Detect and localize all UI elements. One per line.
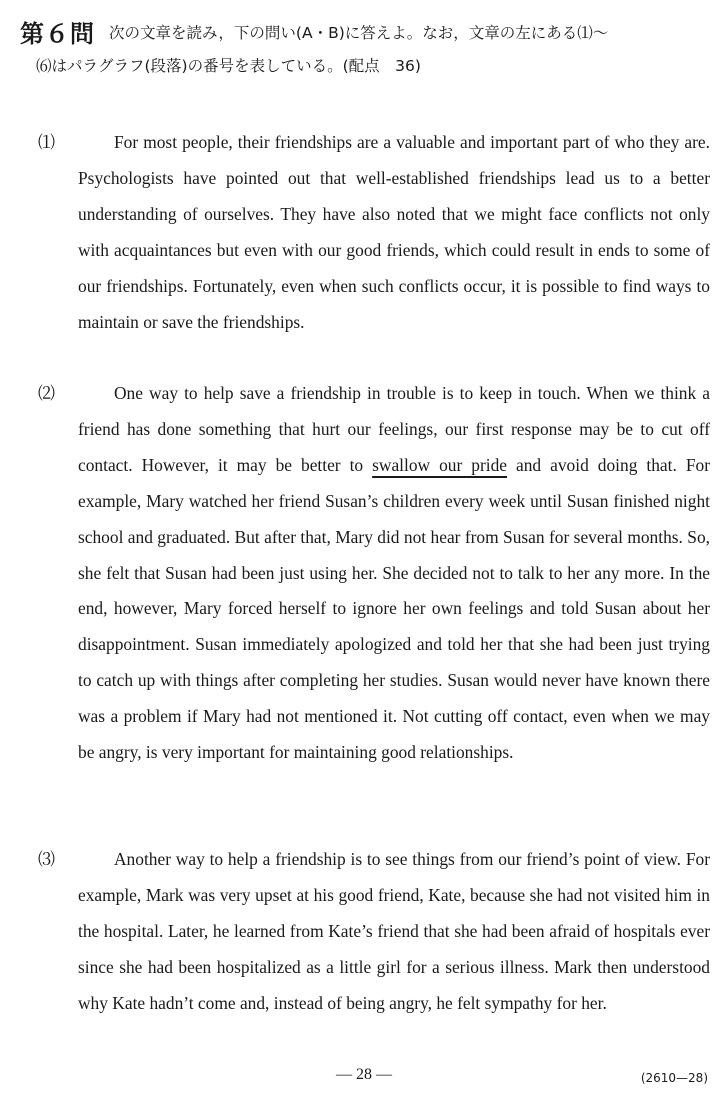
paragraph-text: For most people, their friendships are a valuable and important part of who they are. Psychologists have pointed out that well-established friendships lead us to a better understanding of ourselves. They have also noted that we might face conflicts not only with acquaintances but even with our good friends, which could result in ends to some of our friendships. Fortunately, even when such conflicts occur, it is possible to find ways to maintain or save the friendships. bbox=[78, 132, 710, 332]
instruction-text-2: ⑹はパラグラフ(段落)の番号を表している。(配点 36) bbox=[36, 57, 421, 75]
paragraph-2 bbox=[38, 376, 710, 771]
paragraph-number: ⑶ bbox=[38, 850, 55, 869]
paragraph-number: ⑴ bbox=[38, 133, 55, 152]
paragraph-text bbox=[78, 376, 710, 771]
instruction-text-1: 次の文章を読み，下の問い(A・B)に答えよ。なお，文章の左にある⑴～ bbox=[109, 23, 609, 42]
paragraph-text: Another way to help a friendship is to see things from our friend’s point of view. For example, Mark was very upset at his good friend, Kate, because she had not visited him in the hospital. Later, he learned from Kate’s friend that she had been afraid of hospitals ever since she had been hospitalized as a little girl for a serious illness. Mark then understood why Kate hadn’t come and, instead of being angry, he felt sympathy for her. bbox=[78, 849, 710, 1013]
paragraph-text-after: and avoid doing that. For example, Mary watched her friend Susan’s children every week until Susan finished night school and graduated. But after that, Mary did not hear from Susan for several months. So, she felt that Susan had been just using her. She decided not to talk to her any more. In the end, however, Mary forced herself to ignore her own feelings and told Susan about her disappointment. Susan immediately apologized and told her that she had been just trying to catch up with things after completing her studies. Susan would never have known there was a problem if Mary had not mentioned it. Not cutting off contact, even when we may be angry, is very important for maintaining good relationships. bbox=[78, 454, 710, 763]
paragraph-3 bbox=[38, 842, 710, 1022]
question-number: 第６問 bbox=[20, 20, 95, 48]
underlined-phrase: swallow our pride bbox=[372, 454, 508, 475]
document-code: (2610—28) bbox=[640, 1071, 708, 1085]
page-number: — 28 — bbox=[336, 1066, 392, 1083]
paragraph-number: ⑵ bbox=[38, 384, 55, 403]
paragraph-1 bbox=[38, 125, 710, 340]
header-line-1 bbox=[20, 14, 720, 50]
paragraph-text-before: One way to help save a friendship in trouble is to keep in touch. When we think a friend has done something that hurt our feelings, our first response may be to cut off contact. However, it may be better to bbox=[78, 383, 710, 475]
question-header bbox=[20, 14, 720, 76]
